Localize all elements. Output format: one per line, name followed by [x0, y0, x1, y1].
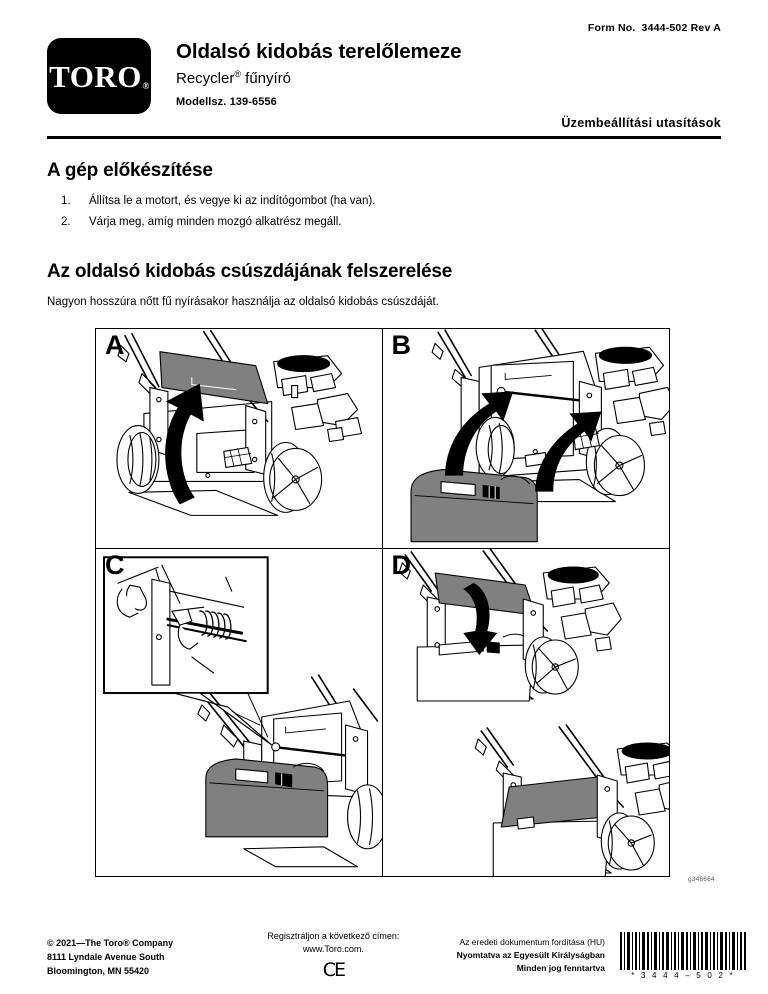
panel-letter-c: C	[105, 550, 125, 580]
list-item: Állítsa le a motort, és vegye ki az indítógombot (ha van).	[89, 195, 376, 207]
document-header	[47, 22, 721, 130]
title-block	[176, 38, 461, 108]
figure-panel-d	[383, 549, 670, 876]
page-title: Oldalsó kidobás terelőlemeze	[176, 40, 462, 63]
figure-panel-c	[96, 549, 383, 876]
preparation-steps	[47, 193, 721, 232]
subtitle-rest: fűnyíró	[241, 69, 292, 87]
toro-logo-wordmark: TORO	[49, 58, 142, 94]
panel-c-detail-inset	[104, 557, 268, 693]
form-number	[47, 22, 721, 34]
barcode-bars	[619, 932, 747, 970]
registration-block	[244, 930, 422, 980]
barcode-text: * 3 4 4 4 – 5 0 2 *	[631, 971, 735, 980]
form-number-value: 3444-502 Rev A	[641, 22, 721, 34]
address-line-1: 8111 Lyndale Avenue South	[47, 951, 165, 962]
panel-d-illustration	[383, 549, 670, 876]
address-line-2: Bloomington, MN 55420	[47, 965, 150, 976]
panel-letter-d: D	[391, 550, 411, 580]
toro-logo	[47, 38, 151, 114]
panel-letter-a: A	[105, 330, 125, 360]
toro-logo-text	[49, 58, 150, 94]
barcode	[619, 930, 747, 980]
form-number-label: Form No.	[587, 22, 636, 34]
copyright-line: © 2021—The Toro® Company	[47, 938, 174, 948]
model-number	[176, 96, 461, 108]
instruction-type-label: Üzembeállítási utasítások	[561, 116, 721, 130]
header-divider	[47, 136, 721, 139]
registered-mark-icon: ®	[234, 68, 241, 79]
document-content	[47, 160, 721, 310]
model-value: 139-6556	[229, 95, 277, 108]
ce-mark-icon: CE	[322, 959, 344, 982]
panel-letter-b: B	[391, 330, 411, 360]
panel-c-illustration	[96, 549, 382, 876]
registration-url[interactable]: www.Toro.com.	[302, 944, 364, 955]
copyright-block	[47, 930, 244, 979]
printed-in-note: Nyomtatva az Egyesült Királyságban	[456, 949, 606, 960]
subtitle-brand: Recycler	[176, 69, 235, 87]
figure-panel-a	[96, 329, 383, 549]
translation-block	[432, 930, 605, 974]
figure-panel-b	[383, 329, 670, 549]
list-item: Várja meg, amíg minden mozgó alkatrész megáll.	[89, 216, 342, 229]
section-heading-installation: Az oldalsó kidobás csúszdájának felszerelése	[47, 260, 453, 282]
installation-lead-text: Nagyon hosszúra nőtt fű nyírásakor használja az oldalsó kidobás csúszdáját.	[47, 295, 439, 308]
document-footer	[47, 930, 747, 980]
registration-prompt: Regisztráljon a következő címen:	[267, 931, 400, 941]
panel-b-illustration	[383, 329, 670, 548]
page-subtitle	[176, 69, 461, 88]
figure-id: g346664	[688, 876, 715, 883]
panel-a-illustration	[96, 329, 382, 548]
registered-mark-icon: ®	[142, 80, 150, 91]
rights-reserved-note: Minden jog fenntartva	[516, 962, 606, 973]
section-heading-preparation: A gép előkészítése	[47, 160, 213, 181]
model-label: Modellsz.	[176, 95, 227, 108]
translation-note: Az eredeti dokumentum fordítása (HU)	[459, 937, 606, 947]
figure-grid	[95, 328, 670, 877]
